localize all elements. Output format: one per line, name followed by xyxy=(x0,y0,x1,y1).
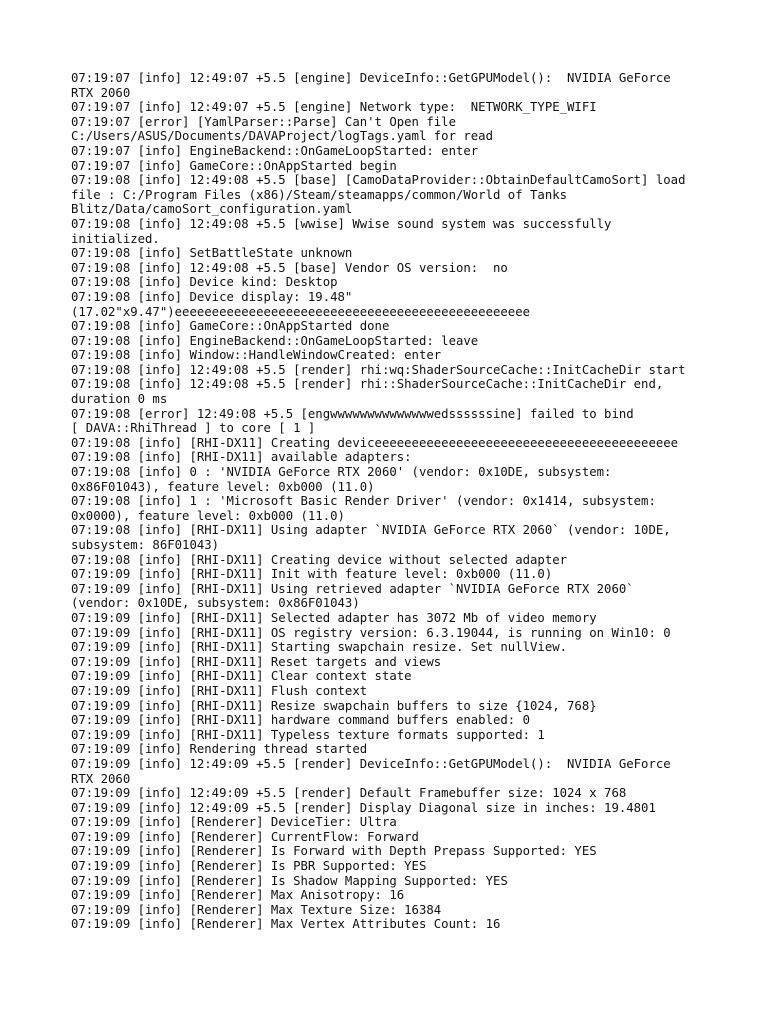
log-line: initialized. xyxy=(71,231,160,246)
log-line: RTX 2060 xyxy=(71,771,131,786)
log-line: 07:19:09 [info] Rendering thread started xyxy=(71,742,368,757)
log-line: 07:19:09 [info] [Renderer] Max Texture Size: 16384 xyxy=(71,902,442,917)
log-line: 07:19:07 [info] GameCore::OnAppStarted begin xyxy=(71,158,397,173)
log-line: 07:19:07 [info] EngineBackend::OnGameLoopStarted: enter xyxy=(71,143,479,158)
log-line: 07:19:09 [info] [RHI-DX11] Flush context xyxy=(71,683,368,698)
log-line: duration 0 ms xyxy=(71,392,168,407)
log-line: 07:19:08 [info] 12:49:08 +5.5 [wwise] Wwise sound system was successfully xyxy=(71,216,612,231)
log-line: 07:19:08 [info] [RHI-DX11] Creating deviceeeeeeeeeeeeeeeeeeeeeeeeeeeeeeeeeeeeeeeee xyxy=(71,435,679,450)
log-line: 07:19:08 [info] SetBattleState unknown xyxy=(71,246,353,261)
log-line: 07:19:09 [info] [Renderer] DeviceTier: Ultra xyxy=(71,815,397,830)
log-line: 07:19:09 [info] [Renderer] Is Forward with Depth Prepass Supported: YES xyxy=(71,844,597,859)
log-line: 0x0000), feature level: 0xb000 (11.0) xyxy=(71,508,345,523)
log-line: 07:19:09 [info] [RHI-DX11] hardware command buffers enabled: 0 xyxy=(71,713,531,728)
log-line: 0x86F01043), feature level: 0xb000 (11.0) xyxy=(71,479,375,494)
log-text-block xyxy=(71,71,711,932)
log-line: 07:19:08 [info] GameCore::OnAppStarted done xyxy=(71,319,390,334)
log-line: 07:19:09 [info] [Renderer] Max Anisotropy: 16 xyxy=(71,888,405,903)
log-line: 07:19:09 [info] 12:49:09 +5.5 [render] DeviceInfo::GetGPUModel(): NVIDIA GeForce xyxy=(71,756,671,771)
log-line: 07:19:09 [info] [RHI-DX11] Using retrieved adapter `NVIDIA GeForce RTX 2060` xyxy=(71,581,634,596)
log-line: C:/Users/ASUS/Documents/DAVAProject/logTags.yaml for read xyxy=(71,129,493,144)
log-line: 07:19:08 [info] 12:49:08 +5.5 [base] Vendor OS version: no xyxy=(71,260,508,275)
log-line: 07:19:09 [info] 12:49:09 +5.5 [render] Display Diagonal size in inches: 19.4801 xyxy=(71,800,656,815)
log-line: 07:19:09 [info] [RHI-DX11] Resize swapchain buffers to size {1024, 768} xyxy=(71,698,597,713)
log-line: [ DAVA::RhiThread ] to core [ 1 ] xyxy=(71,421,316,436)
log-line: 07:19:09 [info] [RHI-DX11] OS registry version: 6.3.19044, is running on Win10: 0 xyxy=(71,625,671,640)
log-line: 07:19:09 [info] [RHI-DX11] Clear context state xyxy=(71,669,412,684)
log-line: 07:19:08 [info] 1 : 'Microsoft Basic Render Driver' (vendor: 0x1414, subsystem: xyxy=(71,494,656,509)
log-line: 07:19:09 [info] [RHI-DX11] Init with feature level: 0xb000 (11.0) xyxy=(71,567,553,582)
log-line: 07:19:08 [info] 0 : 'NVIDIA GeForce RTX 2060' (vendor: 0x10DE, subsystem: xyxy=(71,465,612,480)
log-line: 07:19:09 [info] [RHI-DX11] Selected adapter has 3072 Mb of video memory xyxy=(71,610,597,625)
log-line: 07:19:09 [info] 12:49:09 +5.5 [render] Default Framebuffer size: 1024 x 768 xyxy=(71,786,627,801)
log-line: 07:19:08 [info] [RHI-DX11] Creating device without selected adapter xyxy=(71,552,568,567)
log-line: 07:19:08 [info] Device kind: Desktop xyxy=(71,275,338,290)
log-line: 07:19:08 [info] [RHI-DX11] available adapters: xyxy=(71,450,412,465)
log-line: (17.02"x9.47")eeeeeeeeeeeeeeeeeeeeeeeeeeeeeeeeeeeeeeeeeeeeeeee xyxy=(71,304,531,319)
log-line: 07:19:09 [info] [Renderer] Is PBR Supported: YES xyxy=(71,859,427,874)
log-line: 07:19:09 [info] [RHI-DX11] Typeless texture formats supported: 1 xyxy=(71,727,545,742)
log-line: 07:19:08 [info] Window::HandleWindowCreated: enter xyxy=(71,348,442,363)
log-line: 07:19:07 [info] 12:49:07 +5.5 [engine] DeviceInfo::GetGPUModel(): NVIDIA GeForce xyxy=(71,71,671,85)
log-line: 07:19:09 [info] [Renderer] Is Shadow Mapping Supported: YES xyxy=(71,873,508,888)
log-line: 07:19:09 [info] [RHI-DX11] Starting swapchain resize. Set nullView. xyxy=(71,640,568,655)
log-line: file : C:/Program Files (x86)/Steam/steamapps/common/World of Tanks xyxy=(71,187,568,202)
log-line: 07:19:08 [info] 12:49:08 +5.5 [base] [CamoDataProvider::ObtainDefaultCamoSort] load xyxy=(71,173,686,188)
log-line: Blitz/Data/camoSort_configuration.yaml xyxy=(71,202,353,217)
log-line: 07:19:08 [error] 12:49:08 +5.5 [engwwwwwwwwwwwwwwedssssssine] failed to bind xyxy=(71,406,634,421)
log-line: 07:19:09 [info] [RHI-DX11] Reset targets and views xyxy=(71,654,442,669)
log-line: 07:19:07 [info] 12:49:07 +5.5 [engine] Network type: NETWORK_TYPE_WIFI xyxy=(71,100,597,115)
log-line: (vendor: 0x10DE, subsystem: 0x86F01043) xyxy=(71,596,360,611)
log-line: 07:19:08 [info] 12:49:08 +5.5 [render] rhi::ShaderSourceCache::InitCacheDir end, xyxy=(71,377,664,392)
log-line: 07:19:08 [info] [RHI-DX11] Using adapter `NVIDIA GeForce RTX 2060` (vendor: 10DE, xyxy=(71,523,671,538)
log-line: 07:19:08 [info] 12:49:08 +5.5 [render] rhi:wq:ShaderSourceCache::InitCacheDir start xyxy=(71,362,686,377)
log-line: subsystem: 86F01043) xyxy=(71,538,220,552)
log-line: 07:19:08 [info] Device display: 19.48" xyxy=(71,289,353,304)
log-line: 07:19:09 [info] [Renderer] CurrentFlow: Forward xyxy=(71,829,419,844)
log-line: RTX 2060 xyxy=(71,85,131,100)
log-line: 07:19:09 [info] [Renderer] Max Vertex Attributes Count: 16 xyxy=(71,917,501,932)
log-line: 07:19:07 [error] [YamlParser::Parse] Can't Open file xyxy=(71,114,456,129)
log-line: 07:19:08 [info] EngineBackend::OnGameLoopStarted: leave xyxy=(71,333,479,348)
